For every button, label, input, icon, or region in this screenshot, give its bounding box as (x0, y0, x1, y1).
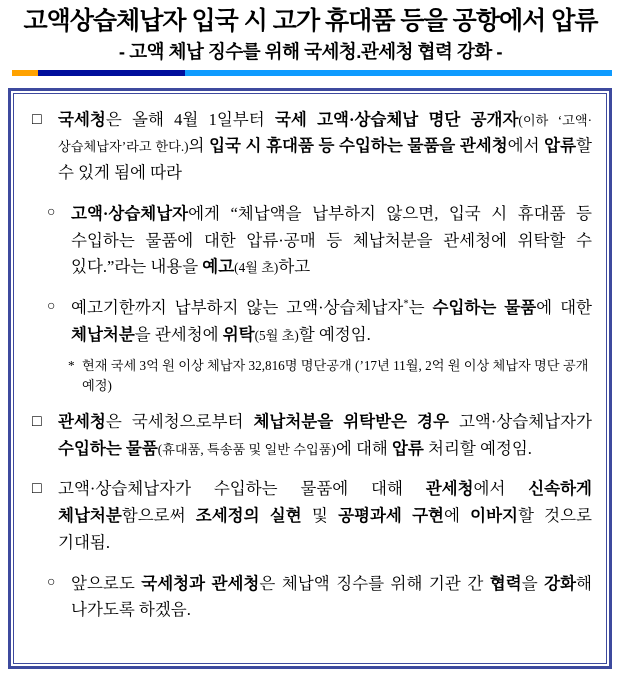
text-run: 처리할 예정임. (423, 438, 532, 458)
paragraph-5 (30, 409, 592, 462)
paragraph-4 (68, 356, 592, 396)
content-box (8, 88, 612, 669)
page-subtitle: - 고액 체납 징수를 위해 국세청.관세청 협력 강화 - (118, 40, 503, 62)
square-bullet-icon: □ (32, 480, 42, 498)
text-run: 이바지 (470, 506, 518, 526)
text-run: 예고기한까지 납부하지 않는 고액·상습체납자 (71, 297, 404, 317)
text-run: 은 체납액 징수를 위해 기관 간 (259, 573, 490, 593)
text-run: 관세청 (58, 411, 106, 431)
header-divider-bar (12, 70, 612, 76)
asterisk-marker: * (68, 358, 75, 374)
text-run: 입국 시 휴대품 등 수입하는 물품을 (209, 136, 456, 156)
text-run: 의 (188, 136, 210, 156)
text-run: 체납처분 (71, 324, 135, 344)
text-run: (이하 ‘고액·상습체납자’라고 한다.) (58, 112, 592, 155)
text-run: 해 나가도록 하겠음. (71, 573, 592, 620)
text-run: (휴대품, 특송품 및 일반 수입품) (157, 441, 336, 457)
text-run: 예고 (202, 257, 235, 277)
text-run: 을 관세청에 (134, 324, 223, 344)
text-run: 조세정의 실현 (195, 506, 302, 526)
divider-segment-navy (38, 70, 185, 76)
paragraph-7 (45, 571, 592, 624)
text-run: 국세 고액·상습체납 명단 공개자 (274, 109, 519, 129)
text-run: 신속하게 체납처분 (58, 479, 592, 526)
text-run: 압류 (391, 438, 424, 458)
text-run: 에게 “체납액을 납부하지 않으면, 입국 시 휴대품 등 수입하는 물품에 대한 압류·공매 등 체납처분을 관세청에 위탁할 수 있다.”라는 내용을 (71, 203, 592, 277)
text-run: 현재 국세 3억 원 이상 체납자 32,816명 명단공개 (’17년 11월, 2억 원 이상 체납자 명단 공개 예정) (82, 358, 589, 394)
paragraph-1 (30, 107, 592, 187)
divider-segment-blue (185, 70, 612, 76)
text-run: 및 (301, 506, 339, 526)
circle-bullet-icon: ○ (47, 574, 56, 590)
circle-bullet-icon: ○ (47, 298, 56, 314)
text-run: 압류 (544, 136, 577, 156)
content-box-inner (13, 93, 607, 664)
text-run: 은 국세청으로부터 (105, 411, 254, 431)
text-run: 에 대해 (335, 438, 392, 458)
text-run: 협력 (489, 573, 522, 593)
text-run: 국세청 (58, 109, 106, 129)
square-bullet-icon: □ (32, 110, 42, 128)
text-run: 체납처분을 위탁받은 경우 (253, 411, 449, 431)
text-run: 할 수 있게 됨에 따라 (58, 136, 592, 183)
text-run: (4월 초) (234, 260, 279, 276)
text-run: 위탁 (222, 324, 255, 344)
paragraph-2 (45, 201, 592, 281)
text-run: * (403, 298, 409, 310)
text-run: 강화 (544, 573, 577, 593)
circle-bullet-icon: ○ (47, 204, 56, 220)
text-run: 에서 (473, 479, 529, 499)
text-run: 수입하는 물품 (432, 297, 537, 317)
text-run: 는 (408, 297, 433, 317)
page-title: 고액상습체납자 입국 시 고가 휴대품 등을 공항에서 압류 (23, 7, 598, 35)
text-run: 하고 (278, 257, 311, 277)
text-run: (5월 초) (254, 327, 299, 343)
text-run: 수입하는 물품 (58, 438, 158, 458)
text-run: 에 대한 (536, 297, 592, 317)
text-run: 앞으로도 (71, 573, 142, 593)
text-run: 은 올해 4월 1일부터 (105, 109, 275, 129)
paragraph-6 (30, 476, 592, 556)
text-run: 관세청 (459, 136, 508, 156)
text-run: 국세청과 관세청 (141, 573, 260, 593)
divider-segment-orange (12, 70, 38, 76)
paragraph-3 (45, 295, 592, 348)
text-run: 고액·상습체납자가 수입하는 물품에 대해 (58, 479, 426, 499)
text-run: 고액·상습체납자가 (448, 411, 592, 431)
text-run: 할 예정임. (298, 324, 371, 344)
text-run: 을 (521, 573, 545, 593)
text-run: 관세청 (425, 479, 474, 499)
text-run: 함으로써 (121, 506, 196, 526)
text-run: 에서 (507, 136, 545, 156)
text-run: 공평과세 구현 (338, 506, 444, 526)
text-run: 할 것으로 기대됨. (58, 506, 592, 552)
text-run: 에 (443, 506, 471, 526)
square-bullet-icon: □ (32, 412, 42, 430)
text-run: 고액·상습체납자 (71, 203, 189, 223)
